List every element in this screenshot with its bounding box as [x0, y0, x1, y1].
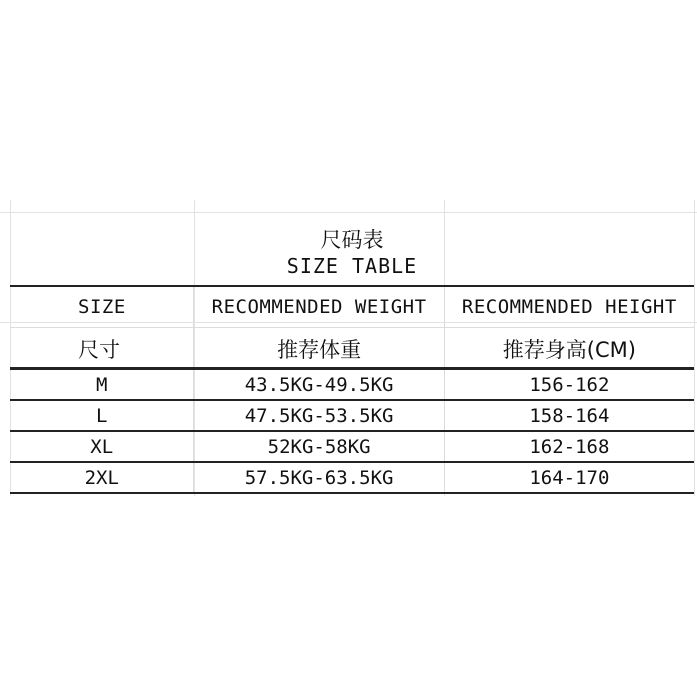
size-table	[10, 212, 694, 494]
cell-size: L	[96, 405, 108, 427]
header-label-cn: 尺寸	[78, 338, 120, 362]
table-row	[10, 463, 694, 494]
header-label-cn: 推荐身高(CM)	[502, 338, 636, 362]
title-english: SIZE TABLE	[286, 254, 418, 278]
cell-height: 162-168	[444, 432, 694, 461]
cell-weight: 47.5KG-53.5KG	[193, 401, 443, 430]
cell-size: M	[96, 374, 108, 396]
header-label-en: SIZE	[78, 296, 126, 318]
cell-height: 158-164	[444, 401, 694, 430]
header-label-en: RECOMMENDED WEIGHT	[211, 296, 427, 318]
header-divider	[194, 327, 443, 328]
header-label-en: RECOMMENDED HEIGHT	[461, 296, 677, 318]
cell-size: 2XL	[84, 467, 119, 489]
header-size	[10, 287, 193, 367]
header-divider	[445, 327, 694, 328]
header-label-cn: 推荐体重	[277, 338, 362, 362]
cell-weight: 52KG-58KG	[193, 432, 443, 461]
header-row	[10, 287, 694, 370]
table-row	[10, 370, 694, 401]
cell-height: 156-162	[444, 370, 694, 399]
header-height	[444, 287, 694, 367]
cell-weight: 43.5KG-49.5KG	[193, 370, 443, 399]
header-divider	[10, 327, 193, 328]
title-chinese: 尺码表	[320, 228, 384, 252]
cell-size: XL	[90, 436, 114, 458]
table-row	[10, 432, 694, 463]
gridline	[694, 200, 695, 496]
table-title	[10, 212, 694, 287]
cell-height: 164-170	[444, 463, 694, 492]
table-row	[10, 401, 694, 432]
header-weight	[193, 287, 443, 367]
cell-weight: 57.5KG-63.5KG	[193, 463, 443, 492]
